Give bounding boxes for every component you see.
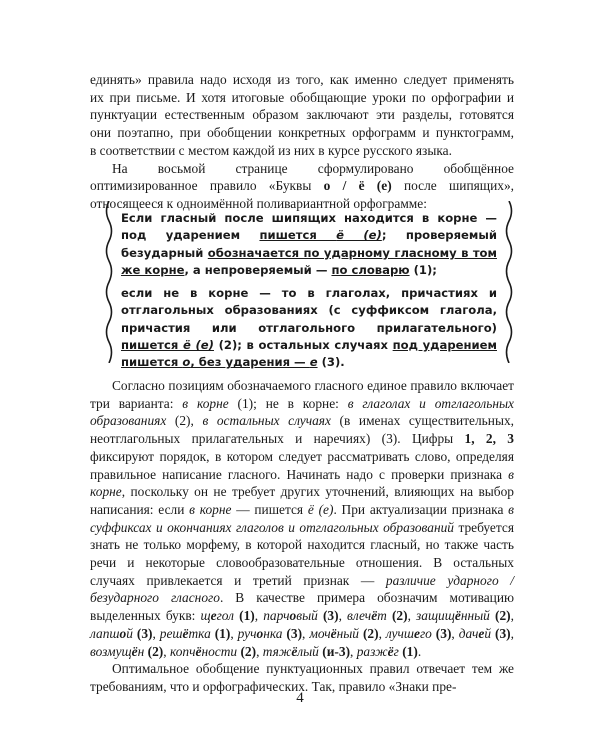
page-number: 4 (296, 690, 304, 706)
intro-line: в соответствии с местом каждой из них в курсе русского языка. (90, 142, 452, 158)
intro-line: их при письме. И хотя итоговые обобщающие уроки по орфографии и (90, 89, 514, 105)
example-word: решётка (1), (159, 625, 238, 641)
text-fragment: На восьмой странице сформулировано обобщённое оптимизированное правило «Буквы (90, 160, 514, 194)
rule-part-2: если не в корне — то в глаголах, причастиях и отглагольных образованиях (с суффиксом глагола, причастия или отглагольного прилагательного) пишется ё (е) (2); в остальных случаях под ударением пишется о, без ударения — е (3). (121, 286, 497, 370)
text-fragment: после шипящих», относящееся к одноимённой поливариантной орфограмме: (90, 178, 514, 211)
example-word: влечёт (2), (347, 608, 417, 624)
right-wavy-bracket (505, 201, 515, 363)
example-word: лучшего (3), (385, 625, 459, 641)
analysis-section (90, 377, 514, 696)
rule-part-1: Если гласный после шипящих находится в корне — под ударением пишется ё (е); проверяемый безударный обозначается по ударному гласному в том же корне, а непроверяемый — по словарю (1); (121, 211, 497, 277)
intro-line: пунктуации естественным образом заключают эти разделы, готовятся (90, 107, 514, 123)
rule-text (121, 210, 497, 372)
example-word: щегол (1), (200, 608, 264, 624)
letters-highlight: о / ё (е) (323, 178, 392, 194)
example-word: защищённый (2), (416, 608, 514, 624)
example-word: мочёный (2), (309, 625, 386, 641)
closing-paragraph: Оптимальное обобщение пунктуационных правил отвечает тем же требованиям, что и орфографических. Так, правило «Знаки пре- (90, 661, 514, 694)
intro-line: они поэтапно, при обобщении конкретных орфограмм и пунктограмм, (90, 125, 514, 141)
analysis-paragraph: Согласно позициям обозначаемого гласного единое правило включает три варианта: в корне (1); не в корне: в глаголах и отглагольных образованиях (2), в остальных случаях (в именах существительных, неотглагольных прилагательных и наречиях) (3). Цифры 1, 2, 3 фиксируют порядок, в котором следует рассматривать слово, определяя правильное написание гласного. Начинать надо с проверки признака в корне, поскольку он не требует других уточнений, влияющих на выбор написания: если в корне — пишется ё (е). При актуализации признака в суффиксах и окончаниях глаголов и отглагольных образований требуется знать не только морфему, в которой находится гласный, но также часть речи и некоторые словообразовательные отношения. В остальных случаях привлекается и третий признак — различие ударного / безударного гласного. В качестве примера обозначим мотивацию выделенных букв: щегол (1), парчовый (3), влечёт (2), защищённый (2), лапшой (3), решётка (1), ручонка (3), мочёный (2), лучшего (3), дачей (3), возмущён (2), копчёности (2), тяжёлый (и-3), разжёг (1). (90, 378, 514, 659)
example-word: возмущён (2), (90, 643, 170, 659)
intro-line: единять» правила надо исходя из того, как именно следует применять (90, 72, 514, 87)
example-word: дачей (3), (458, 625, 514, 641)
example-word: ручонка (3), (237, 625, 310, 641)
example-word: разжёг (1). (356, 643, 422, 659)
rule-box (103, 201, 515, 370)
example-word: парчовый (3), (263, 608, 348, 624)
example-word: лапшой (3), (90, 625, 160, 641)
example-word: копчёности (2), (169, 643, 263, 659)
example-word: тяжёлый (и-3), (262, 643, 357, 659)
left-wavy-bracket (103, 201, 113, 363)
intro-paragraph (90, 71, 514, 213)
